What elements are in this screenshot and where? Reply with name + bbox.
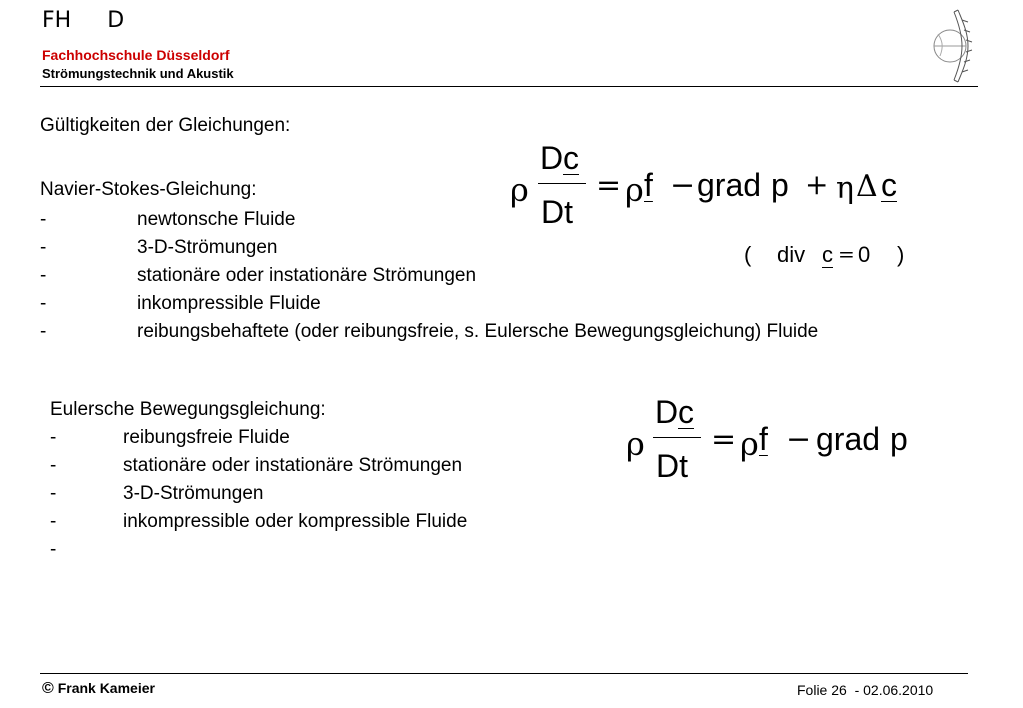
- list-item-text: 3-D-Strömungen: [137, 237, 278, 258]
- fraction-bar: [538, 183, 586, 184]
- eq-plus: +: [805, 168, 829, 201]
- slide-number-date: Folie 26 - 02.06.2010: [797, 682, 934, 698]
- list-marker: -: [40, 237, 47, 258]
- list-item-text: reibungsfreie Fluide: [123, 427, 290, 448]
- eq-num-d: D: [540, 140, 564, 176]
- list-item: [50, 536, 610, 564]
- validity-heading: Gültigkeiten der Gleichungen:: [40, 115, 291, 136]
- eq-c: c: [881, 167, 897, 203]
- list-marker: -: [50, 455, 57, 476]
- cond-close-paren: ): [897, 242, 905, 267]
- cond-zero: 0: [858, 242, 871, 267]
- list-marker: -: [40, 293, 47, 314]
- eq-rho: ρ: [626, 425, 645, 463]
- list-item-text: 3-D-Strömungen: [123, 483, 264, 504]
- fhd-logo: [42, 8, 124, 33]
- eq-minus: −: [786, 422, 812, 457]
- euler-heading: Eulersche Bewegungsgleichung:: [50, 399, 326, 420]
- list-item: [50, 480, 610, 508]
- institution-name: Fachhochschule Düsseldorf: [42, 47, 230, 63]
- eq-rho2: ρ: [740, 425, 759, 463]
- list-item-text: newtonsche Fluide: [137, 209, 296, 230]
- eq-f: f: [644, 167, 653, 203]
- eq-p: p: [890, 421, 908, 457]
- list-item: [40, 318, 1000, 346]
- eq-rho2: ρ: [625, 171, 644, 209]
- header-divider: [40, 86, 978, 87]
- list-item: [50, 452, 610, 480]
- cond-c: c: [822, 242, 833, 267]
- list-marker: -: [40, 321, 47, 342]
- list-marker: -: [50, 483, 57, 504]
- department-name: Strömungstechnik und Akustik: [42, 66, 234, 81]
- eq-rho: ρ: [510, 171, 529, 209]
- eq-p: p: [771, 167, 789, 203]
- list-marker: -: [40, 209, 47, 230]
- eq-delta: Δ: [856, 169, 878, 204]
- fraction-bar: [653, 437, 701, 438]
- eq-f: f: [759, 421, 768, 457]
- list-marker: -: [50, 427, 57, 448]
- eq-equals: =: [596, 168, 622, 203]
- continuity-condition: [740, 242, 920, 274]
- logo-d-text: D: [107, 8, 125, 33]
- eq-den: Dt: [541, 194, 573, 230]
- impeller-emblem-icon: [928, 6, 976, 84]
- eq-num-c: c: [563, 140, 579, 176]
- euler-conditions-list: [50, 424, 610, 564]
- list-item-text: reibungsbehaftete (oder reibungsfreie, s. Eulersche Bewegungsgleichung) Fluide: [137, 321, 819, 342]
- euler-equation: [618, 392, 938, 492]
- eq-minus: −: [670, 168, 696, 203]
- list-marker: -: [50, 539, 57, 560]
- eq-equals: =: [711, 422, 737, 457]
- copyright-symbol: ©: [42, 680, 54, 697]
- cond-div: div: [777, 242, 806, 267]
- list-item: [50, 424, 610, 452]
- list-item: [50, 508, 610, 536]
- eq-num-c: c: [678, 394, 694, 430]
- list-item-text: stationäre oder instationäre Strömungen: [137, 265, 477, 286]
- navier-stokes-heading: Navier-Stokes-Gleichung:: [40, 179, 257, 200]
- logo-fh-text: FH: [42, 8, 72, 33]
- author-name: Frank Kameier: [57, 680, 155, 696]
- list-item-text: inkompressible oder kompressible Fluide: [123, 511, 468, 532]
- eq-grad: grad: [697, 167, 762, 203]
- list-item-text: inkompressible Fluide: [137, 293, 321, 314]
- list-item: [40, 290, 1000, 318]
- cond-open-paren: (: [744, 242, 752, 267]
- list-marker: -: [50, 511, 57, 532]
- footer-author: [42, 680, 155, 698]
- footer-divider: [40, 673, 968, 674]
- eq-num-d: D: [655, 394, 679, 430]
- eq-eta: η: [836, 171, 854, 206]
- eq-grad: grad: [816, 421, 881, 457]
- list-item-text: stationäre oder instationäre Strömungen: [123, 455, 463, 476]
- eq-den: Dt: [656, 448, 688, 484]
- cond-equals: =: [838, 242, 855, 266]
- navier-stokes-equation: [500, 138, 920, 238]
- list-marker: -: [40, 265, 47, 286]
